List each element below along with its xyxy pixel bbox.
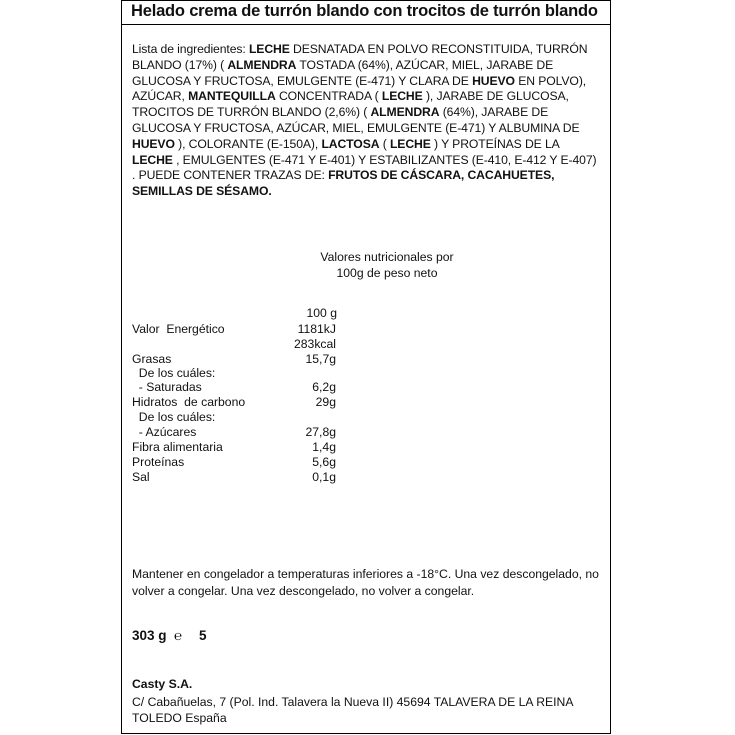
ingredient-text: ), JARABE DE GLUCOSA, TROCITOS DE TURRÓN BLANDO (2,6%) ( bbox=[132, 89, 569, 120]
nutrition-row bbox=[132, 352, 432, 367]
allergen-text: HUEVO bbox=[132, 136, 175, 151]
nutrition-row bbox=[132, 337, 432, 352]
nutrition-row bbox=[132, 440, 432, 455]
nutrition-label: De los cuáles: bbox=[132, 410, 216, 424]
nutrition-value: 1181kJ bbox=[297, 322, 336, 336]
net-weight: 303 g bbox=[132, 628, 167, 643]
nutrition-label: Grasas bbox=[132, 352, 172, 366]
nutrition-value: 29g bbox=[315, 395, 336, 409]
nutrition-column-header-row bbox=[132, 306, 432, 321]
allergen-text: FRUTOS DE CÁSCARA, CACAHUETES, SEMILLAS DE SÉSAMO. bbox=[132, 168, 555, 199]
nutrition-header: Valores nutricionales por 100g de peso neto bbox=[320, 250, 454, 280]
allergen-text: LECHE bbox=[389, 136, 431, 151]
nutrition-label: - Azúcares bbox=[132, 425, 197, 439]
nutrition-column-header: 100 g bbox=[306, 306, 337, 320]
allergen-text: LECHE bbox=[248, 42, 290, 56]
product-label bbox=[121, 0, 611, 734]
estimated-sign: ℮ bbox=[174, 628, 183, 643]
nutrition-row bbox=[132, 380, 432, 395]
manufacturer-name: Casty S.A. bbox=[132, 677, 193, 691]
allergen-text: ALMENDRA bbox=[227, 57, 297, 72]
product-title: Helado crema de turrón blando con trocitos de turrón blando bbox=[131, 2, 598, 20]
nutrition-label: - Saturadas bbox=[132, 380, 202, 394]
allergen-text: LECHE bbox=[381, 89, 423, 104]
nutrition-label: Hidratos de carbono bbox=[132, 395, 246, 409]
nutrition-row bbox=[132, 470, 432, 485]
nutrition-value: 6,2g bbox=[312, 380, 336, 394]
ingredient-text: DESNATADA EN POLVO RECONSTITUIDA, TURRÓN BLANDO (17%) ( bbox=[132, 42, 588, 72]
nutrition-value: 5,6g bbox=[312, 455, 336, 469]
nutrition-value: 27,8g bbox=[305, 425, 336, 439]
nutrition-label: Proteínas bbox=[132, 455, 185, 469]
ingredient-text: ), COLORANTE (E-150A), bbox=[174, 136, 322, 151]
nutrition-label: Sal bbox=[132, 470, 150, 484]
nutrition-label: De los cuáles: bbox=[132, 366, 216, 380]
manufacturer-address: C/ Cabañuelas, 7 (Pol. Ind. Talavera la Nueva II) 45694 TALAVERA DE LA REINA TOLEDO España bbox=[132, 695, 573, 725]
ingredient-text: Lista de ingredientes: bbox=[132, 42, 249, 56]
nutrition-value: 283kcal bbox=[293, 337, 336, 351]
nutrition-value: 0,1g bbox=[312, 470, 336, 484]
ingredients-list bbox=[132, 42, 602, 200]
nutrition-label: Valor Energético bbox=[132, 322, 225, 336]
ingredient-text: (64%), JARABE DE GLUCOSA Y FRUCTOSA, AZÚCAR, MIEL, EMULGENTE (E-471) Y ALBUMINA DE bbox=[132, 105, 580, 135]
nutrition-row bbox=[132, 410, 432, 425]
nutrition-row bbox=[132, 455, 432, 470]
ingredient-text: ( bbox=[379, 136, 390, 151]
nutrition-row bbox=[132, 395, 432, 410]
nutrition-row bbox=[132, 322, 432, 337]
allergen-text: LECHE bbox=[132, 152, 173, 167]
ingredient-text: CONCENTRADA ( bbox=[275, 89, 382, 104]
allergen-text: HUEVO bbox=[472, 73, 515, 88]
nutrition-value: 15,7g bbox=[305, 352, 336, 366]
nutrition-label: Fibra alimentaria bbox=[132, 440, 223, 454]
nutrition-row bbox=[132, 366, 432, 381]
allergen-text: LACTOSA bbox=[321, 136, 380, 151]
ingredient-text: EN POLVO), AZÚCAR, bbox=[132, 73, 587, 104]
servings-count: 5 bbox=[199, 628, 207, 643]
allergen-text: ALMENDRA bbox=[370, 105, 440, 120]
storage-instructions: Mantener en congelador a temperaturas inferiores a -18°C. Una vez descongelado, no volver a congelar. Una vez descongelado, no volver a congelar. bbox=[132, 567, 599, 598]
title-bar bbox=[122, 0, 610, 25]
allergen-text: MANTEQUILLA bbox=[188, 89, 276, 104]
ingredient-text: ) Y PROTEÍNAS DE LA bbox=[430, 136, 560, 151]
nutrition-row bbox=[132, 425, 432, 440]
ingredient-text: TOSTADA (64%), AZÚCAR, MIEL, JARABE DE GLUCOSA Y FRUCTOSA, EMULGENTE (E-471) Y CLARA DE bbox=[132, 57, 554, 88]
ingredient-text: , EMULGENTES (E-471 Y E-401) Y ESTABILIZANTES (E-410, E-412 Y E-407) . PUEDE CONTENER TRAZAS DE: bbox=[132, 152, 597, 183]
nutrition-value: 1,4g bbox=[312, 440, 336, 454]
